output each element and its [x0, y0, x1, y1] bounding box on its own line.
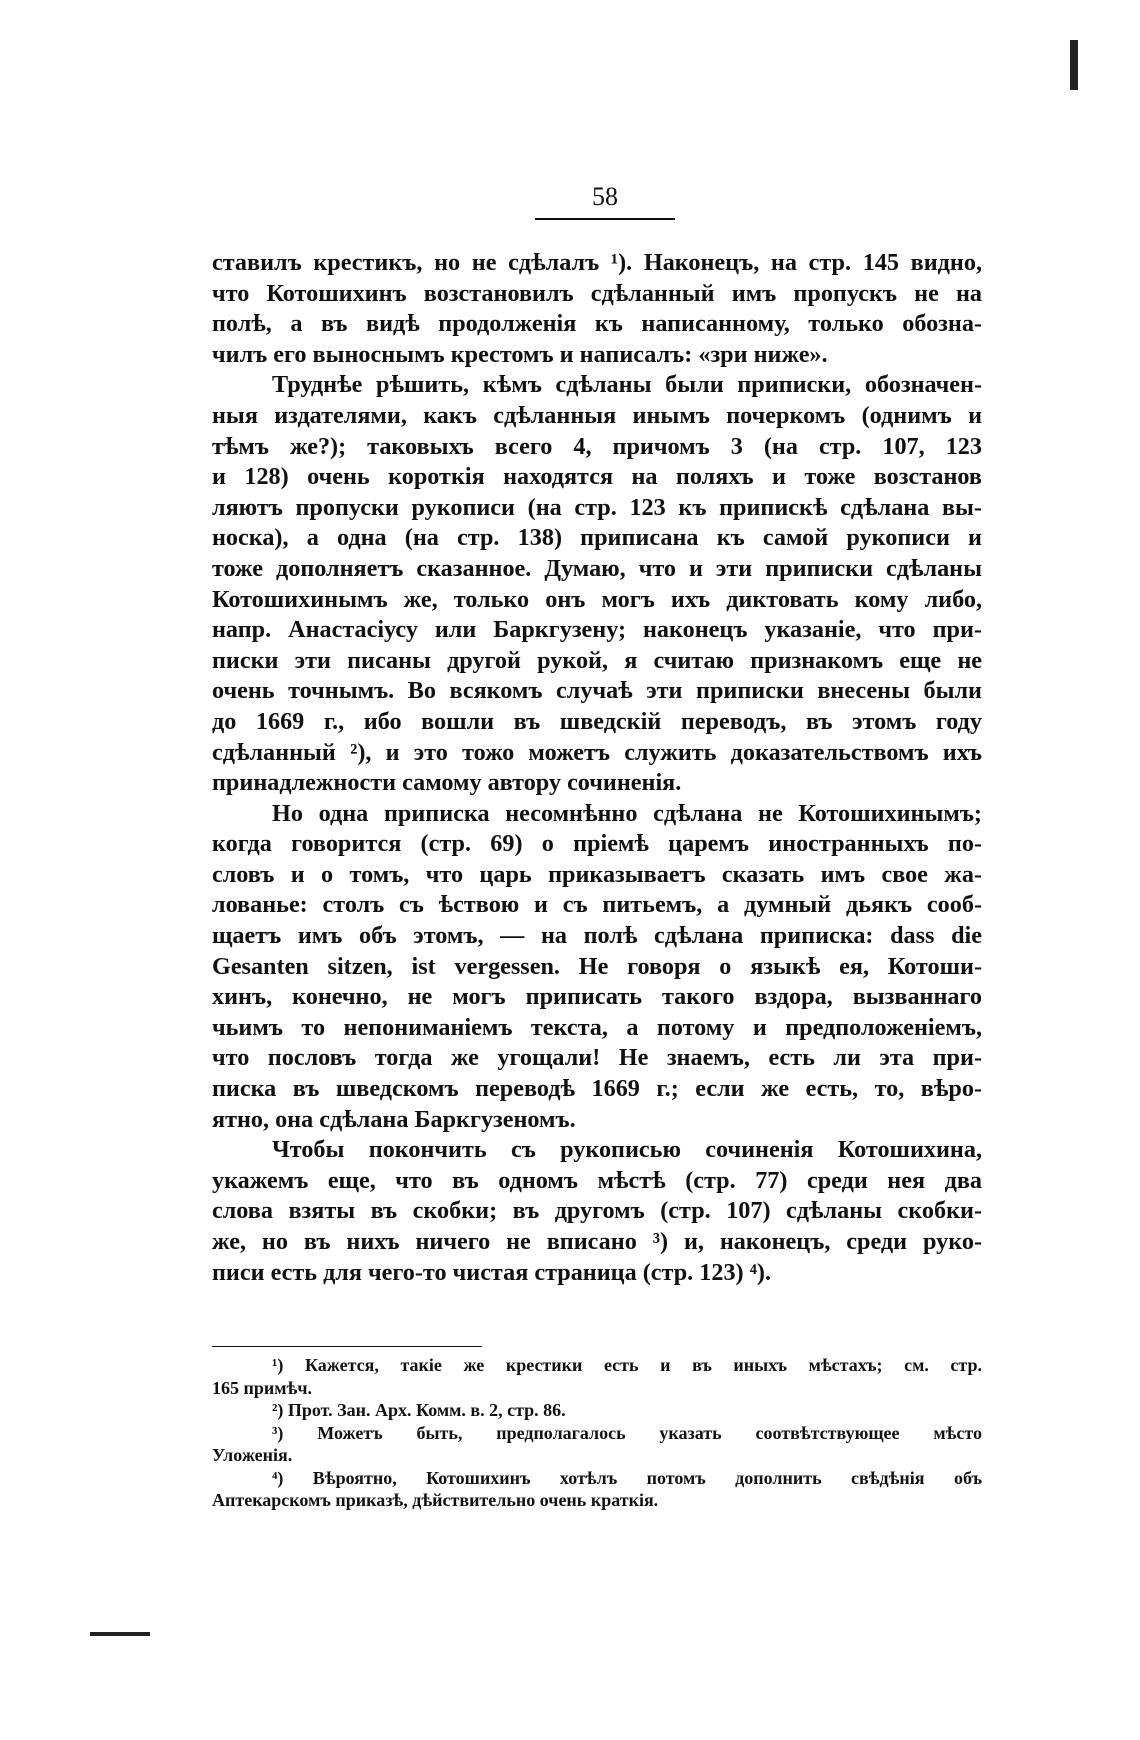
- footnote-line: ¹) Кажется, такіе же крестики есть и въ иныхъ мѣстахъ; см. стр.: [272, 1355, 982, 1375]
- text-line: Чтобы покончить съ рукописью сочиненія Котошихина,: [272, 1136, 982, 1164]
- text-line: словъ и о томъ, что царь приказываетъ сказать имъ свое жа-: [212, 860, 982, 888]
- text-line: тѣмъ же?); таковыхъ всего 4, причомъ 3 (на стр. 107, 123: [212, 432, 982, 460]
- text-line: писи есть для чего-то чистая страница (стр. 123) ⁴).: [212, 1258, 771, 1286]
- text-line: тоже дополняетъ сказанное. Думаю, что и эти приписки сдѣланы: [212, 554, 982, 582]
- text-line: носка), а одна (на стр. 138) приписана къ самой рукописи и: [212, 524, 982, 552]
- text-line: же, но въ нихъ ничего не вписано ³) и, наконецъ, среди руко-: [212, 1228, 982, 1255]
- scan-margin-mark: [90, 1632, 150, 1636]
- page-number: 58: [592, 182, 618, 211]
- text-line: хинъ, конечно, не могъ приписать такого вздора, вызваннаго: [212, 983, 982, 1011]
- footnote-line: Аптекарскомъ приказѣ, дѣйствительно очень краткія.: [212, 1490, 659, 1510]
- footnotes: [212, 1354, 982, 1512]
- text-line: лованье: столъ съ ѣствою и съ питьемъ, а думный дьякъ сооб-: [212, 891, 982, 919]
- footnote-line: ⁴) Вѣроятно, Котошихинъ хотѣлъ потомъ дополнить свѣдѣнія объ: [272, 1467, 982, 1488]
- text-line: ныя издателями, какъ сдѣланныя инымъ почеркомъ (однимъ и: [212, 401, 982, 429]
- text-line: чьимъ то непониманіемъ текста, а потому и предположеніемъ,: [212, 1013, 982, 1041]
- text-line: писка въ шведскомъ переводѣ 1669 г.; если же есть, то, вѣро-: [212, 1075, 982, 1103]
- footnote-line: Уложенія.: [212, 1445, 293, 1465]
- footnote-line: 165 примѣч.: [212, 1377, 312, 1398]
- text-line: ляютъ пропуски рукописи (на стр. 123 къ припискѣ сдѣлана вы-: [212, 493, 982, 521]
- text-line: что пословъ тогда же угощали! Не знаемъ, есть ли эта при-: [212, 1044, 982, 1072]
- text-line: писки эти писаны другой рукой, я считаю признакомъ еще не: [212, 646, 982, 674]
- text-line: очень точнымъ. Во всякомъ случаѣ эти приписки внесены были: [212, 677, 982, 705]
- text-line: напр. Анастасіусу или Баркгузену; наконецъ указаніе, что при-: [212, 616, 982, 644]
- text-line: щаетъ имъ объ этомъ, — на полѣ сдѣлана приписка: dass die: [212, 922, 982, 950]
- text-line: что Котошихинъ возстановилъ сдѣланный имъ пропускъ не на: [212, 279, 982, 307]
- text-line: принадлежности самому автору сочиненія.: [212, 769, 682, 797]
- text-line: ятно, она сдѣлана Баркгузеномъ.: [212, 1105, 576, 1133]
- footnote-line: ³) Можетъ быть, предполагалось указать соотвѣтствующее мѣсто: [272, 1422, 982, 1443]
- text-line: укажемъ еще, что въ одномъ мѣстѣ (стр. 77) среди нея два: [212, 1166, 982, 1194]
- body-text: [212, 248, 982, 1288]
- text-line: Но одна приписка несомнѣнно сдѣлана не Котошихинымъ;: [272, 799, 982, 827]
- scan-edge-mark: [1070, 40, 1078, 90]
- text-line: сдѣланный ²), и это тожо можетъ служить доказательствомъ ихъ: [212, 738, 982, 766]
- text-line: когда говорится (стр. 69) о пріемѣ царемъ иностранныхъ по-: [212, 830, 982, 858]
- text-line: и 128) очень короткія находятся на поляхъ и тоже возстанов: [212, 463, 982, 491]
- text-line: Gesanten sitzen, ist vergessen. Не говоря о языкѣ ея, Котоши-: [212, 952, 982, 980]
- text-line: ставилъ крестикъ, но не сдѣлалъ ¹). Наконецъ, на стр. 145 видно,: [212, 249, 982, 276]
- text-line: полѣ, а въ видѣ продолженія къ написанному, только обозна-: [212, 310, 982, 338]
- text-line: слова взяты въ скобки; въ другомъ (стр. 107) сдѣланы скобки-: [212, 1197, 982, 1225]
- footnote-line: ²) Прот. Зан. Арх. Комм. в. 2, стр. 86.: [272, 1400, 566, 1420]
- footnote-rule: [212, 1346, 482, 1347]
- text-line: Труднѣе рѣшить, кѣмъ сдѣланы были приписки, обозначен-: [272, 371, 982, 399]
- text-line: чилъ его выноснымъ крестомъ и написалъ: «зри ниже».: [212, 340, 828, 368]
- text-line: Котошихинымъ же, только онъ могъ ихъ диктовать кому либо,: [212, 585, 982, 613]
- text-line: до 1669 г., ибо вошли въ шведскій переводъ, въ этомъ году: [212, 707, 982, 735]
- header-rule: [535, 218, 675, 220]
